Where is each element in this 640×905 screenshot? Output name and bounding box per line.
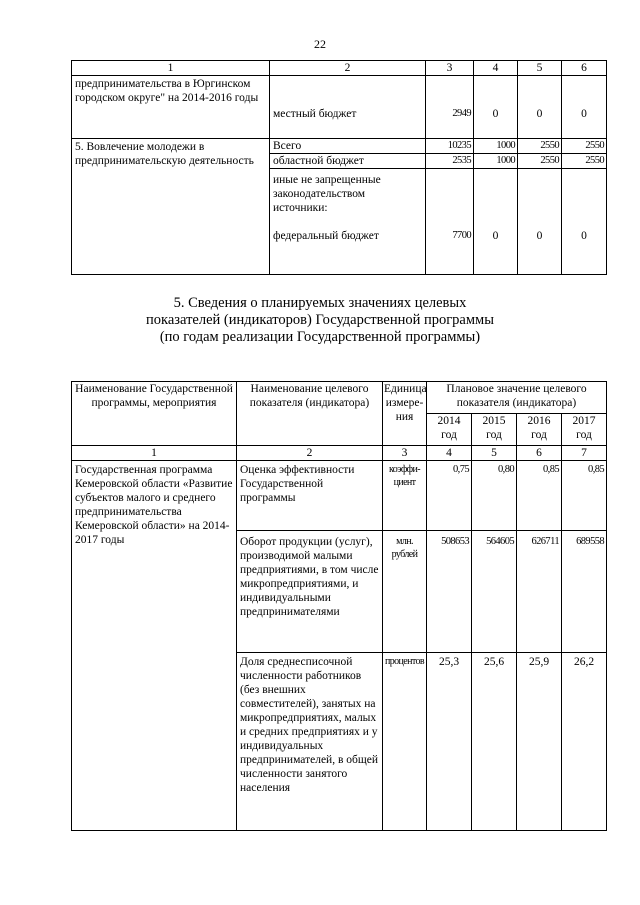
col-num: 5 xyxy=(472,446,517,461)
unit-cell: коэффи-циент xyxy=(383,461,427,531)
value-cell: 26,2 xyxy=(562,653,607,831)
page-number: 22 xyxy=(314,37,326,51)
value-cell: 564605 xyxy=(472,531,517,653)
value-cell: 508653 xyxy=(427,531,472,653)
value-cell: 0 xyxy=(474,169,518,275)
measure-name: предпринимательства в Юргинском городском округе" на 2014-2016 годы xyxy=(72,76,270,139)
col-num: 1 xyxy=(72,61,270,76)
year-header: 2014 год xyxy=(427,414,472,446)
table-row xyxy=(72,461,607,531)
value-cell: 0,85 xyxy=(517,461,562,531)
value-cell: 0 xyxy=(562,169,607,275)
planned-value-header: Плановое значение целевого показателя (индикатора) xyxy=(427,382,607,414)
value-cell: 2550 xyxy=(562,154,607,169)
funding-source: Всего xyxy=(270,139,426,154)
funding-source xyxy=(270,169,426,275)
program-name: Государственная программа Кемеровской области «Развитие субъектов малого и среднего предпринимательства Кемеровской области» на 2014-2017 годы xyxy=(72,461,237,831)
table-row xyxy=(72,76,607,139)
value-cell: 25,6 xyxy=(472,653,517,831)
value-cell: 2550 xyxy=(518,139,562,154)
column-number-row xyxy=(72,61,607,76)
col-num: 6 xyxy=(517,446,562,461)
table-row xyxy=(72,139,607,154)
value-cell: 7700 xyxy=(426,169,474,275)
value-cell: 1000 xyxy=(474,154,518,169)
col-num: 4 xyxy=(474,61,518,76)
value-cell: 25,3 xyxy=(427,653,472,831)
heading-line: показателей (индикаторов) Государственной программы xyxy=(146,312,494,328)
value-cell: 2550 xyxy=(562,139,607,154)
col-num: 2 xyxy=(237,446,383,461)
col-num: 3 xyxy=(426,61,474,76)
indicators-table xyxy=(71,381,607,831)
value-cell: 2949 xyxy=(426,76,474,139)
col-num: 6 xyxy=(562,61,607,76)
year-header: 2016 год xyxy=(517,414,562,446)
value-cell: 626711 xyxy=(517,531,562,653)
unit-cell: процентов xyxy=(383,653,427,831)
col-num: 7 xyxy=(562,446,607,461)
value-cell: 2550 xyxy=(518,154,562,169)
column-number-row xyxy=(72,446,607,461)
value-cell: 25,9 xyxy=(517,653,562,831)
col-num: 3 xyxy=(383,446,427,461)
heading-line: 5. Сведения о планируемых значениях целевых xyxy=(173,295,467,311)
year-header: 2015 год xyxy=(472,414,517,446)
col-num: 2 xyxy=(270,61,426,76)
funding-source: областной бюджет xyxy=(270,154,426,169)
value-cell: 0,75 xyxy=(427,461,472,531)
value-cell: 2535 xyxy=(426,154,474,169)
value-cell: 0,85 xyxy=(562,461,607,531)
budget-table xyxy=(71,60,607,275)
year-header: 2017 год xyxy=(562,414,607,446)
value-cell: 0,80 xyxy=(472,461,517,531)
funding-source: местный бюджет xyxy=(270,76,426,139)
indicator-name: Оборот продукции (услуг), производимой малыми предприятиями, в том числе микропредприятиями, и индивидуальными предпринимателями xyxy=(237,531,383,653)
unit-header: Единица измере-ния xyxy=(383,382,427,446)
col-num: 5 xyxy=(518,61,562,76)
indicator-name: Оценка эффективности Государственной программы xyxy=(237,461,383,531)
program-name-header: Наименование Государственной программы, мероприятия xyxy=(72,382,237,446)
indicator-name-header: Наименование целевого показателя (индикатора) xyxy=(237,382,383,446)
header-row xyxy=(72,382,607,414)
federal-label: федеральный бюджет xyxy=(273,230,379,242)
other-sources-label: иные не запрещенные законодательством источники: xyxy=(273,174,381,214)
value-cell: 0 xyxy=(518,169,562,275)
measure-name: 5. Вовлечение молодежи в предпринимательскую деятельность xyxy=(72,139,270,275)
value-cell: 0 xyxy=(474,76,518,139)
value-cell: 0 xyxy=(518,76,562,139)
value-cell: 0 xyxy=(562,76,607,139)
col-num: 1 xyxy=(72,446,237,461)
heading-line: (по годам реализации Государственной программы) xyxy=(159,329,481,345)
value-cell: 1000 xyxy=(474,139,518,154)
value-cell: 10235 xyxy=(426,139,474,154)
indicator-name: Доля среднесписочной численности работников (без внешних совместителей), занятых на микропредприятиях, малых и средних предприятиях и у индивидуальных предпринимателей, в общей численности занятого населения xyxy=(237,653,383,831)
section-heading xyxy=(0,295,640,346)
value-cell: 689558 xyxy=(562,531,607,653)
unit-cell: млн. рублей xyxy=(383,531,427,653)
col-num: 4 xyxy=(427,446,472,461)
